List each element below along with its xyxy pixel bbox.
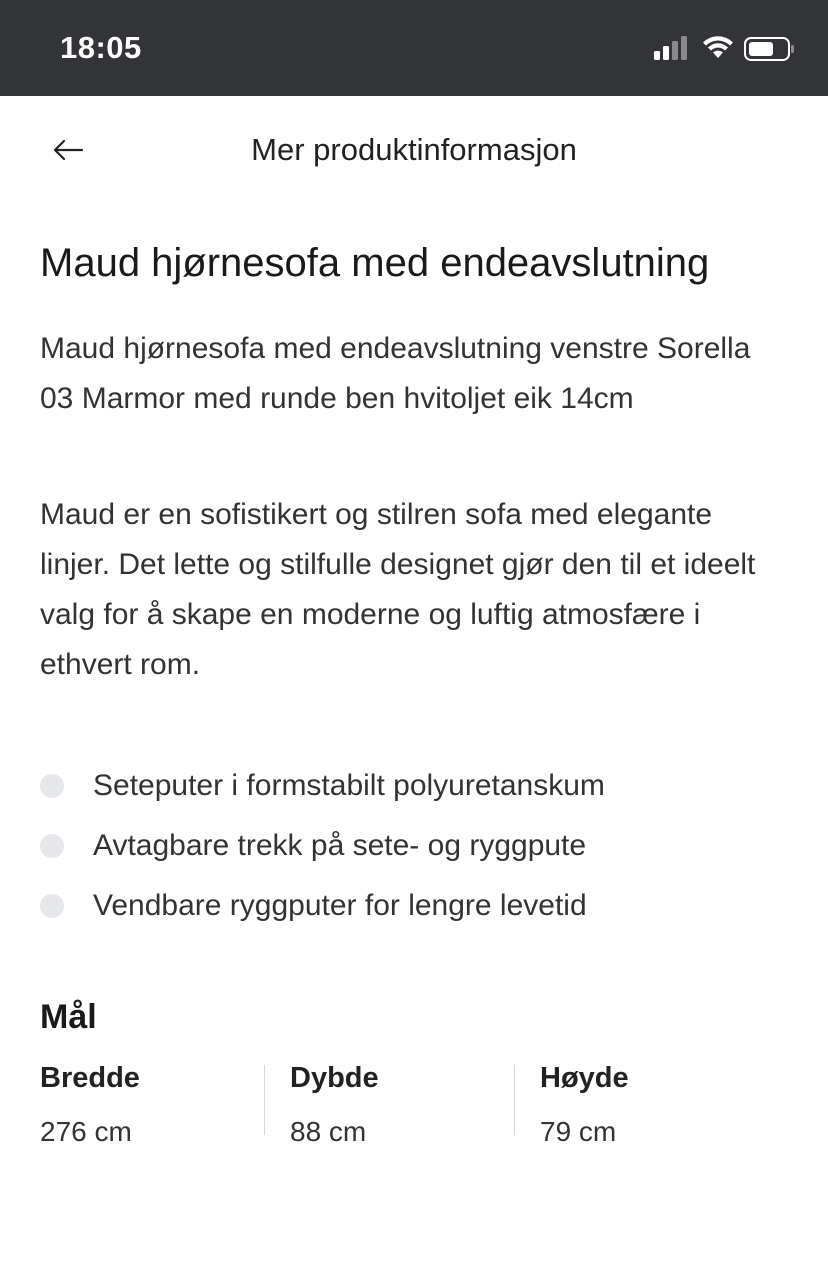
list-item	[40, 876, 790, 936]
bullet-icon	[40, 774, 64, 798]
dimension-label: Dybde	[290, 1062, 379, 1094]
feature-text: Vendbare ryggputer for lengre levetid	[93, 889, 587, 922]
dimension-width	[40, 1061, 290, 1147]
list-item	[40, 816, 790, 876]
status-bar	[0, 0, 828, 96]
bullet-icon	[40, 894, 64, 918]
product-title: Maud hjørnesofa med endeavslutning	[40, 241, 710, 285]
product-description: Maud er en sofistikert og stilren sofa med elegante linjer. Det lette og stilfulle designet gjør den til et ideelt valg for å skape en moderne og luftig atmosfære i ethvert rom.	[40, 498, 756, 681]
dimension-value: 88 cm	[290, 1116, 367, 1147]
wifi-icon	[702, 36, 734, 60]
dimension-value: 79 cm	[540, 1116, 617, 1147]
status-icons	[654, 36, 794, 64]
status-time: 18:05	[60, 30, 142, 65]
dimension-label: Bredde	[40, 1062, 140, 1094]
dimensions-heading: Mål	[40, 998, 97, 1036]
signal-icon	[654, 36, 690, 60]
dimension-value: 276 cm	[40, 1116, 132, 1147]
battery-icon	[744, 36, 796, 62]
product-variant: Maud hjørnesofa med endeavslutning venstre Sorella 03 Marmor med runde ben hvitoljet eik 14cm	[40, 332, 751, 415]
dimension-depth	[290, 1061, 540, 1147]
nav-bar	[0, 96, 828, 208]
bullet-icon	[40, 834, 64, 858]
feature-text: Seteputer i formstabilt polyuretanskum	[93, 769, 605, 802]
dimensions-table	[40, 1061, 790, 1147]
dimension-label: Høyde	[540, 1062, 629, 1094]
list-item	[40, 756, 790, 816]
product-info	[40, 238, 790, 1147]
dimension-height	[540, 1061, 790, 1147]
feature-list	[40, 756, 790, 936]
page-title: Mer produktinformasjon	[251, 132, 577, 167]
feature-text: Avtagbare trekk på sete- og ryggpute	[93, 829, 587, 862]
